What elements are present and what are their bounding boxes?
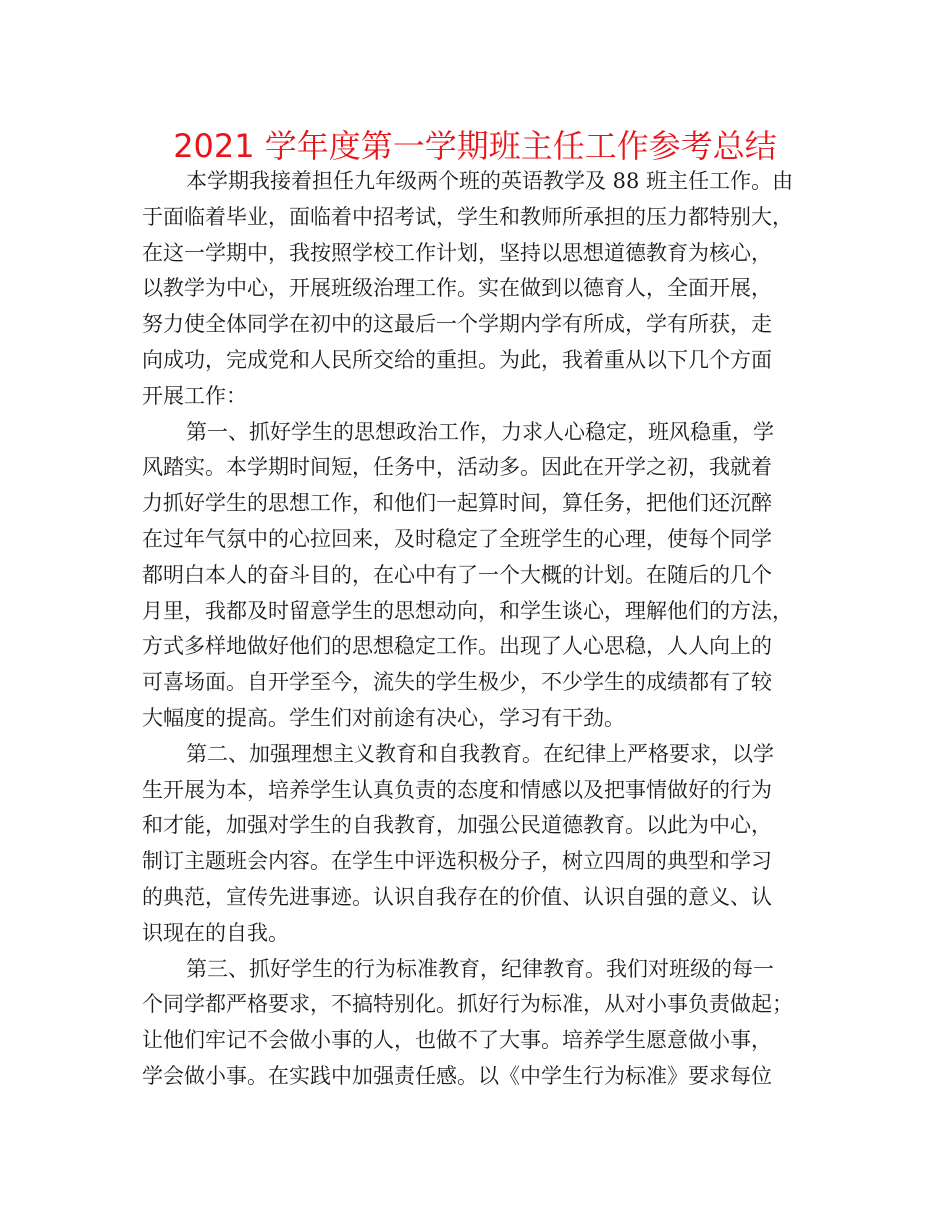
text-line: 学会做小事。在实践中加强责任感。以《中学生行为标准》要求每位 [142, 1063, 772, 1088]
text-line: 都明白本人的奋斗目的，在心中有了一个大概的计划。在随后的几个 [142, 562, 772, 587]
text-line: 本学期我接着担任九年级两个班的英语教学及 88 班主任工作。由 [186, 169, 794, 193]
document-title: 2021 学年度第一学期班主任工作参考总结 [173, 127, 777, 165]
text-line: 向成功，完成党和人民所交给的重担。为此，我着重从以下几个方面 [142, 347, 772, 372]
text-line: 在这一学期中，我按照学校工作计划，坚持以思想道德教育为核心， [142, 240, 772, 265]
text-line: 以教学为中心，开展班级治理工作。实在做到以德育人，全面开展， [142, 276, 772, 301]
paragraph-second [142, 737, 817, 952]
text-line: 风踏实。本学期时间短，任务中，活动多。因此在开学之初，我就着 [142, 455, 772, 480]
text-line: 第一、抓好学生的思想政治工作，力求人心稳定，班风稳重，学 [186, 419, 774, 444]
text-line: 努力使全体同学在初中的这最后一个学期内学有所成，学有所获，走 [142, 312, 772, 337]
text-line: 大幅度的提高。学生们对前途有决心，学习有干劲。 [142, 705, 625, 730]
text-line: 个同学都严格要求，不搞特别化。抓好行为标准，从对小事负责做起； [142, 992, 793, 1017]
text-line: 力抓好学生的思想工作，和他们一起算时间，算任务，把他们还沉醉 [142, 491, 772, 516]
text-line: 在过年气氛中的心拉回来，及时稳定了全班学生的心理，使每个同学 [142, 526, 772, 551]
text-line: 让他们牢记不会做小事的人，也做不了大事。培养学生愿意做小事， [142, 1028, 772, 1053]
text-line: 和才能，加强对学生的自我教育，加强公民道德教育。以此为中心， [142, 813, 772, 838]
text-line: 识现在的自我。 [142, 920, 289, 945]
paragraph-intro [142, 164, 817, 415]
text-line: 可喜场面。自开学至今，流失的学生极少，不少学生的成绩都有了较 [142, 670, 772, 695]
text-line: 生开展为本，培养学生认真负责的态度和情感以及把事情做好的行为 [142, 777, 772, 802]
text-line: 月里，我都及时留意学生的思想动向，和学生谈心，理解他们的方法， [142, 598, 793, 623]
text-line: 于面临着毕业，面临着中招考试，学生和教师所承担的压力都特别大， [142, 204, 793, 229]
paragraph-first [142, 415, 817, 737]
text-line: 的典范，宣传先进事迹。认识自我存在的价值、认识自强的意义、认 [142, 884, 772, 909]
text-line: 方式多样地做好他们的思想稳定工作。出现了人心思稳，人人向上的 [142, 634, 772, 659]
document-body [142, 164, 817, 1095]
text-line: 第三、抓好学生的行为标准教育，纪律教育。我们对班级的每一 [186, 956, 774, 981]
paragraph-third [142, 952, 817, 1095]
text-line: 制订主题班会内容。在学生中评选积极分子，树立四周的典型和学习 [142, 849, 772, 874]
text-line: 第二、加强理想主义教育和自我教育。在纪律上严格要求，以学 [186, 741, 774, 766]
text-line: 开展工作： [142, 383, 247, 408]
